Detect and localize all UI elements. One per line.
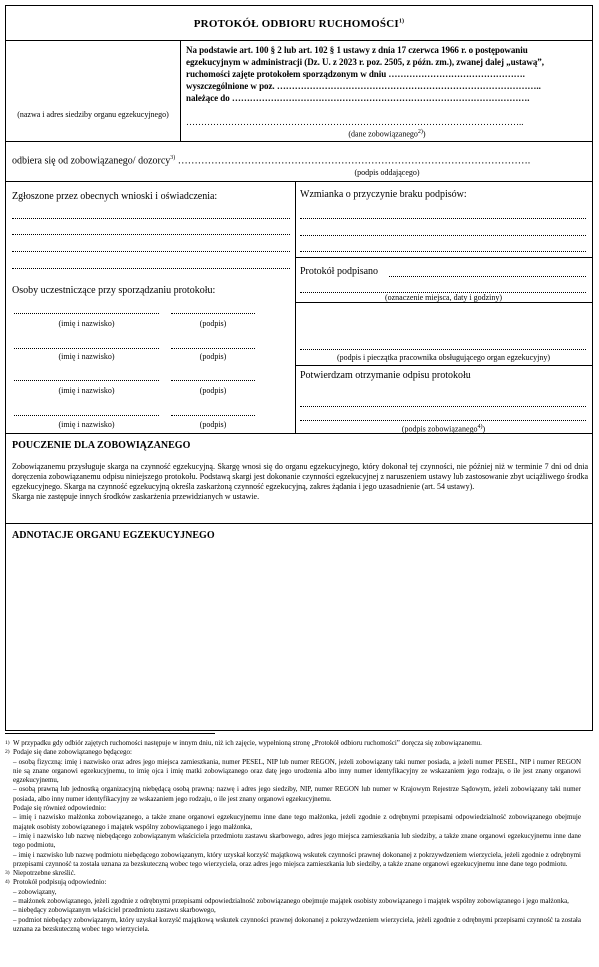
name-line <box>14 380 159 381</box>
footnote-separator <box>5 733 215 734</box>
footnote-2-items: – osobą fizyczną: imię i nazwisko oraz adres jego miejsca zamieszkania, numer PESEL, NIP lub numer REGON, jeżeli zobowiązany taki numer posiada, a jeżeli numer PESEL, NIP i numer REGON nie są znane organowi egzekucyjnemu, to imię ojca i imię matki zobowiązanego oraz datę jego urodzenia albo inny numer identyfikacyjny ze wskazaniem jego rodzaju, o ile jest znany organowi egzekucyjnemu, – osobą prawną lub jednostką organizacyjną niebędącą osobą prawną: nazwę i adres jego siedziby, NIP, numer REGON lub numer w Krajowym Rejestrze Sądowym, jeżeli zobowiązany taki numer posiada, albo inny numer identyfikacyjny ze wskazaniem jego rodzaju, o ile jest znany organowi egzekucyjnemu. Podaje się również odpowiednio: – imię i nazwisko małżonka zobowiązanego, a także znane organowi egzekucyjnemu inne dane tego małżonka, jeżeli zgodnie z odrębnymi przepisami odpowiedzialność zobowiązanego obejmuje majątek osobisty zobowiązanego i majątek wspólny zobowiązanego i jego małżonka, – imię i nazwisko lub nazwę niebędącego zobowiązanym właściciela przedmiotu zastawu skarbowego, adres jego miejsca zamieszkania lub siedziby, a także znane organowi egzekucyjnemu inne dane tego podmiotu, – imię i nazwisko lub nazwę podmiotu niebędącego zobowiązanym, który uzyskał korzyść majątkową wskutek czynności prawnej dokonanej z pokrzywdzeniem wierzyciela, jeżeli zgodnie z odrębnymi przepisami czynność ta została uznana za bezskuteczną wobec tego wierzyciela, oraz adres jego miejsca zamieszkania lub siedziby, a także znane organowi egzekucyjnemu inne dane tego podmiotu. <box>13 757 581 868</box>
name-caption: (imię i nazwisko) <box>58 420 115 429</box>
missing-signatures-label: Wzmianka o przyczynie braku podpisów: <box>300 189 467 200</box>
officer-caption: (podpis i pieczątka pracownika obsługującego organ egzekucyjny) <box>336 353 551 362</box>
fill-line <box>12 251 290 252</box>
participants-label: Osoby uczestniczące przy sporządzaniu protokołu: <box>12 285 216 296</box>
receiver-line: odbiera się od zobowiązanego/ dozorcy$^{3)}$ ……………………………………………………………………………………………. <box>12 155 531 167</box>
name-caption: (imię i nazwisko) <box>58 319 115 328</box>
rule <box>6 523 592 524</box>
confirm-label: Potwierdzam otrzymanie odpisu protokołu <box>300 370 471 381</box>
footnote-4: 4) Protokół podpisują odpowiednio: <box>5 878 107 887</box>
rule <box>6 40 592 41</box>
reported-label: Zgłoszone przez obecnych wnioski i oświadczenia: <box>12 191 218 202</box>
fill-line <box>300 420 586 421</box>
instruction-heading: POUCZENIE DLA ZOBOWIĄZANEGO <box>12 440 191 451</box>
signature-line <box>171 380 255 381</box>
signature-line <box>171 313 255 314</box>
debtor-data-caption: (dane zobowiązanego$^{2)}$) <box>348 129 426 139</box>
footnotes <box>5 739 593 934</box>
fill-line <box>389 276 586 277</box>
name-line <box>14 348 159 349</box>
name-caption: (imię i nazwisko) <box>58 352 115 361</box>
fill-line <box>300 235 586 236</box>
name-line <box>14 415 159 416</box>
form-frame <box>5 5 593 731</box>
fill-line <box>300 218 586 219</box>
instruction-body: Zobowiązanemu przysługuje skarga na czynność egzekucyjną. Skargę wnosi się do organu egzekucyjnego, który dokonał tej czynności, nie później niż w terminie 7 dni od dnia doręczenia zobowiązanemu odpisu niniejszego protokołu. Podstawą skargi jest dokonanie czynności egzekucyjnej z naruszeniem ustawy lub zastosowanie zbyt uciążliwego środka egzekucyjnego. Skarga na czynność egzekucyjną określa zaskarżoną czynność egzekucyjną, zakres żądania i jego uzasadnienie (art. 54 ustawy). Skarga nie zastępuje innych środków zaskarżenia przewidzianych w ustawie. <box>12 462 588 501</box>
signature-line <box>171 348 255 349</box>
footnote-4-items: – zobowiązany, – małżonek zobowiązanego, jeżeli zgodnie z odrębnymi przepisami odpowiedzialność zobowiązanego obejmuje majątek osobisty zobowiązanego i majątek wspólny zobowiązanego i jego małżonka, – niebędący zobowiązanym właściciel przedmiotu zastawu skarbowego, – podmiot niebędący zobowiązanym, który uzyskał korzyść majątkową wskutek czynności prawnej dokonanej z pokrzywdzeniem wierzyciela, jeżeli zgodnie z odrębnymi przepisami czynność ta została uznana za bezskuteczną wobec tego wierzyciela. <box>13 887 581 933</box>
signature-caption: (podpis) <box>199 319 227 328</box>
fill-line <box>300 406 586 407</box>
signed-caption: (oznaczenie miejsca, daty i godziny) <box>384 293 503 302</box>
officer-signature-line <box>300 349 586 350</box>
legal-basis: Na podstawie art. 100 § 2 lub art. 102 § 1 ustawy z dnia 17 czerwca 1966 r. o postępowaniu egzekucyjnym w administracji (Dz. U. z 2023 r. poz. 2505, z późn. zm.), zwanej dalej „ustawą”, ruchomości zajęte protokołem sporządzonym w dniu ………………………………………. wyszczególnione w poz. …………………………………………………………………………….. należące do ………………………………………………………………………………………. <box>186 45 544 103</box>
fill-line <box>12 218 290 219</box>
form-title: PROTOKÓŁ ODBIORU RUCHOMOŚCI$^{1)}$ <box>193 18 405 30</box>
footnote-1: 1) W przypadku gdy odbiór zajętych ruchomości następuje w innym dniu, niż ich zajęcie, wypełnioną stronę „Protokół odbioru ruchomości” doręcza się zobowiązanemu. <box>5 739 482 747</box>
signature-line <box>171 415 255 416</box>
footnote-2: 2) Podaje się dane zobowiązanego będącego: <box>5 748 132 757</box>
signature-caption: (podpis) <box>199 420 227 429</box>
signed-label: Protokół podpisano <box>300 266 379 277</box>
organ-caption: (nazwa i adres siedziby organu egzekucyjnego) <box>17 110 169 119</box>
annotations-heading: ADNOTACJE ORGANU EGZEKUCYJNEGO <box>12 530 215 541</box>
debtor-signature-caption: (podpis zobowiązanego$^{4)}$) <box>401 424 486 434</box>
name-line <box>14 313 159 314</box>
rule <box>295 257 592 258</box>
fill-line <box>300 251 586 252</box>
rule <box>295 365 592 366</box>
signature-caption: (podpis) <box>199 352 227 361</box>
debtor-data-line: ………………………………………………………………………………………………….. <box>186 117 524 127</box>
name-caption: (imię i nazwisko) <box>58 386 115 395</box>
receiver-caption: (podpis oddającego) <box>354 168 420 177</box>
fill-line <box>12 268 290 269</box>
rule <box>295 181 296 433</box>
fill-line <box>12 234 290 235</box>
rule <box>6 181 592 182</box>
rule <box>180 40 181 141</box>
signature-caption: (podpis) <box>199 386 227 395</box>
footnote-3: 3) Niepotrzebne skreślić. <box>5 869 76 878</box>
rule <box>6 141 592 142</box>
